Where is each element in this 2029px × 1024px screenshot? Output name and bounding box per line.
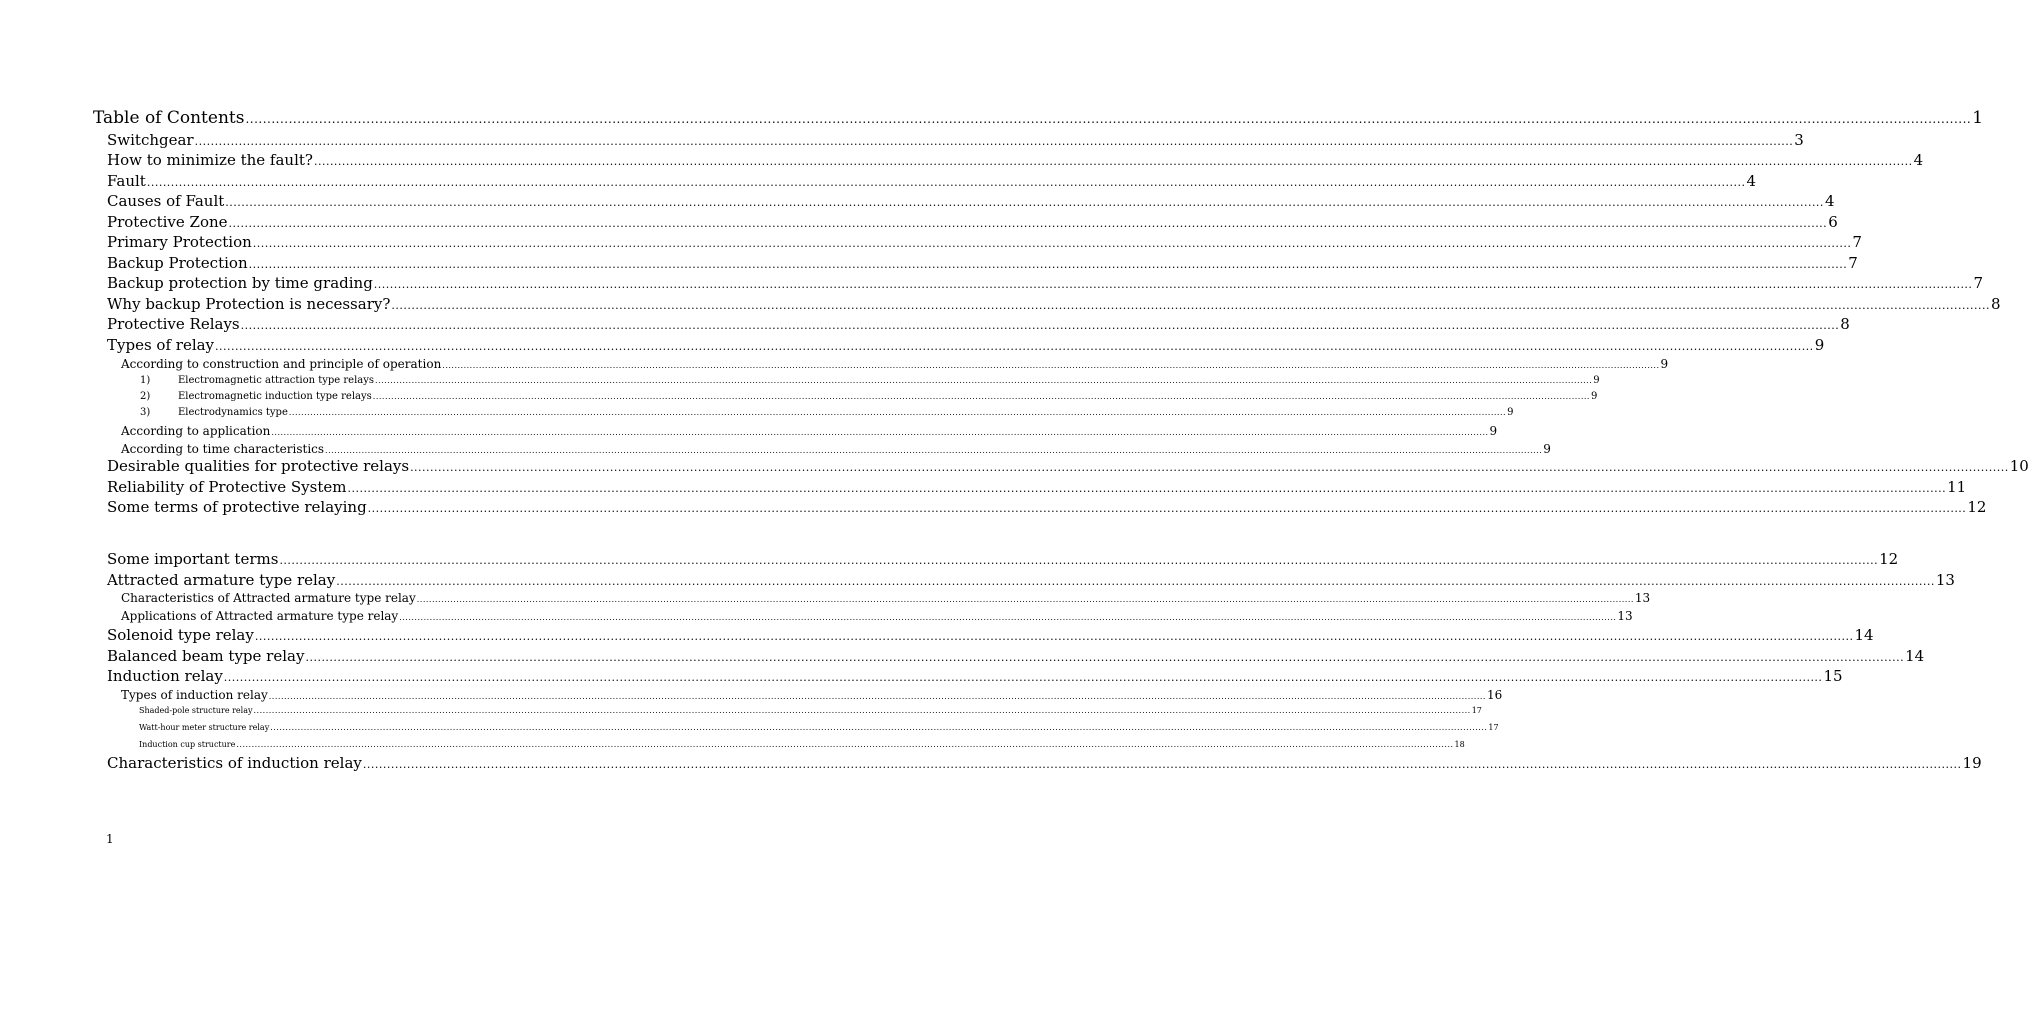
toc-entry[interactable] <box>139 723 1499 732</box>
dot-leader: ................................................................................................................................................................................................................................................................................................................................................................................................................ <box>279 554 1879 567</box>
toc-entry[interactable] <box>140 375 1600 386</box>
toc-entry[interactable] <box>107 550 1899 568</box>
toc-entry-label: Shaded-pole structure relay <box>139 706 253 715</box>
dot-leader: ................................................................................................................................................................................................................................................................................................................................................................................................................ <box>372 392 1590 401</box>
toc-entry-label: Characteristics of induction relay <box>107 754 362 772</box>
toc-entry-label: Induction relay <box>107 667 223 685</box>
toc-entry[interactable] <box>139 706 1482 715</box>
toc-entry-label: Backup protection by time grading <box>107 274 373 292</box>
toc-entry[interactable] <box>107 626 1874 644</box>
toc-entry-page: 18 <box>1454 740 1465 749</box>
toc-entry[interactable] <box>107 667 1843 685</box>
toc-entry[interactable] <box>140 391 1598 402</box>
toc-entry[interactable] <box>107 151 1924 169</box>
toc-entry[interactable] <box>107 172 1757 190</box>
toc-entry-label: Protective Relays <box>107 315 240 333</box>
toc-entry[interactable] <box>107 457 2029 475</box>
toc-entry-label: Switchgear <box>107 131 194 149</box>
dot-leader: ................................................................................................................................................................................................................................................................................................................................................................................................................ <box>253 706 1471 715</box>
toc-entry-label: Causes of Fault <box>107 192 225 210</box>
toc-entry-label: Backup Protection <box>107 254 248 272</box>
toc-entry-page: 9 <box>1543 442 1551 456</box>
toc-entry[interactable] <box>107 192 1835 210</box>
dot-leader: ................................................................................................................................................................................................................................................................................................................................................................................................................ <box>215 340 1814 353</box>
toc-entry[interactable] <box>107 295 2001 313</box>
toc-entry-page: 7 <box>1973 274 1983 292</box>
toc-entry-label: Protective Zone <box>107 213 228 231</box>
toc-entry-page: 13 <box>1617 609 1633 623</box>
toc-entry-page: 6 <box>1828 213 1838 231</box>
dot-leader: ................................................................................................................................................................................................................................................................................................................................................................................................................ <box>228 217 1828 230</box>
toc-entry[interactable] <box>107 274 1983 292</box>
dot-leader: ................................................................................................................................................................................................................................................................................................................................................................................................................ <box>362 758 1962 771</box>
toc-entry-label: According to construction and principle of operation <box>121 357 442 371</box>
dot-leader: ................................................................................................................................................................................................................................................................................................................................................................................................................ <box>442 361 1660 370</box>
toc-entry[interactable] <box>107 647 1925 665</box>
toc-entry-page: 4 <box>1913 151 1924 169</box>
dot-leader: ................................................................................................................................................................................................................................................................................................................................................................................................................ <box>252 237 1852 250</box>
dot-leader: ................................................................................................................................................................................................................................................................................................................................................................................................................ <box>245 112 1972 126</box>
toc-entry-page: 14 <box>1905 647 1925 665</box>
dot-leader: ................................................................................................................................................................................................................................................................................................................................................................................................................ <box>223 671 1823 684</box>
toc-entry-label: Induction cup structure <box>139 740 236 749</box>
toc-entry-label: Fault <box>107 172 146 190</box>
dot-leader: ................................................................................................................................................................................................................................................................................................................................................................................................................ <box>410 461 2009 474</box>
toc-entry[interactable] <box>93 108 1984 128</box>
dot-leader: ................................................................................................................................................................................................................................................................................................................................................................................................................ <box>240 319 1840 332</box>
toc-entry-page: 11 <box>1947 478 1967 496</box>
dot-leader: ................................................................................................................................................................................................................................................................................................................................................................................................................ <box>367 502 1967 515</box>
toc-entry-number: 2) <box>140 391 151 402</box>
dot-leader: ................................................................................................................................................................................................................................................................................................................................................................................................................ <box>305 651 1905 664</box>
toc-entry-label: According to time characteristics <box>121 442 325 456</box>
toc-entry[interactable] <box>107 571 1955 589</box>
toc-entry[interactable] <box>107 336 1825 354</box>
toc-entry-page: 13 <box>1634 591 1651 605</box>
toc-entry-page: 12 <box>1967 498 1987 516</box>
toc-entry-label: Some important terms <box>107 550 279 568</box>
toc-entry-page: 4 <box>1746 172 1757 190</box>
toc-entry-page: 17 <box>1471 706 1482 715</box>
toc-entry[interactable] <box>121 357 1669 371</box>
toc-entry-page: 17 <box>1488 723 1499 732</box>
toc-entry-label: Solenoid type relay <box>107 626 254 644</box>
toc-entry-page: 12 <box>1879 550 1899 568</box>
dot-leader: ................................................................................................................................................................................................................................................................................................................................................................................................................ <box>254 630 1854 643</box>
toc-entry-label: Electrodynamics type <box>178 407 288 418</box>
dot-leader: ................................................................................................................................................................................................................................................................................................................................................................................................................ <box>373 278 1973 291</box>
toc-entry[interactable] <box>121 591 1651 605</box>
toc-entry[interactable] <box>140 407 1514 418</box>
toc-entry-label: Types of induction relay <box>121 688 268 702</box>
toc-entry-page: 8 <box>1840 315 1850 333</box>
toc-entry-label: Primary Protection <box>107 233 252 251</box>
toc-entry-number: 3) <box>140 407 151 418</box>
toc-entry-page: 7 <box>1852 233 1862 251</box>
toc-entry-label: Types of relay <box>107 336 215 354</box>
toc-entry-label: Characteristics of Attracted armature type relay <box>121 591 416 605</box>
toc-entry-label: Applications of Attracted armature type relay <box>121 609 399 623</box>
toc-entry-page: 14 <box>1854 626 1874 644</box>
dot-leader: ................................................................................................................................................................................................................................................................................................................................................................................................................ <box>336 575 1935 588</box>
dot-leader: ................................................................................................................................................................................................................................................................................................................................................................................................................ <box>268 692 1486 701</box>
toc-entry-page: 1 <box>1972 108 1984 128</box>
toc-entry-page: 8 <box>1991 295 2001 313</box>
toc-entry-label: Attracted armature type relay <box>107 571 336 589</box>
dot-leader: ................................................................................................................................................................................................................................................................................................................................................................................................................ <box>271 428 1489 437</box>
toc-entry[interactable] <box>107 478 1967 496</box>
toc-entry-label: Some terms of protective relaying <box>107 498 367 516</box>
toc-entry[interactable] <box>107 233 1862 251</box>
toc-entry[interactable] <box>139 740 1465 749</box>
toc-heading: Table of Contents <box>93 108 245 128</box>
toc-entry-label: Reliability of Protective System <box>107 478 347 496</box>
toc-entry[interactable] <box>121 424 1498 438</box>
toc-entry[interactable] <box>107 498 1987 516</box>
toc-entry[interactable] <box>107 213 1838 231</box>
dot-leader: ................................................................................................................................................................................................................................................................................................................................................................................................................ <box>146 176 1746 189</box>
dot-leader: ................................................................................................................................................................................................................................................................................................................................................................................................................ <box>236 740 1454 749</box>
toc-entry-label: According to application <box>121 424 271 438</box>
dot-leader: ................................................................................................................................................................................................................................................................................................................................................................................................................ <box>288 408 1507 417</box>
toc-entry-label: Electromagnetic induction type relays <box>178 391 372 402</box>
toc-entry-page: 9 <box>1593 375 1600 386</box>
dot-leader: ................................................................................................................................................................................................................................................................................................................................................................................................................ <box>416 595 1634 604</box>
toc-entry-label: Why backup Protection is necessary? <box>107 295 391 313</box>
toc-entry-page: 4 <box>1824 192 1835 210</box>
toc-entry[interactable] <box>121 609 1633 623</box>
dot-leader: ................................................................................................................................................................................................................................................................................................................................................................................................................ <box>225 196 1824 209</box>
toc-entry[interactable] <box>121 442 1551 456</box>
toc-entry-page: 16 <box>1486 688 1503 702</box>
toc-entry-page: 15 <box>1823 667 1843 685</box>
page-number: 1 <box>106 832 114 846</box>
dot-leader: ................................................................................................................................................................................................................................................................................................................................................................................................................ <box>399 613 1617 622</box>
toc-entry[interactable] <box>121 688 1503 702</box>
dot-leader: ................................................................................................................................................................................................................................................................................................................................................................................................................ <box>325 446 1543 455</box>
toc-entry[interactable] <box>107 754 1982 772</box>
dot-leader: ................................................................................................................................................................................................................................................................................................................................................................................................................ <box>194 135 1794 148</box>
toc-entry-page: 10 <box>2009 457 2029 475</box>
toc-entry-page: 3 <box>1794 131 1804 149</box>
dot-leader: ................................................................................................................................................................................................................................................................................................................................................................................................................ <box>347 482 1947 495</box>
toc-entry[interactable] <box>107 315 1850 333</box>
toc-entry-page: 9 <box>1507 407 1514 418</box>
toc-entry-label: Desirable qualities for protective relays <box>107 457 410 475</box>
toc-entry-label: Electromagnetic attraction type relays <box>178 375 375 386</box>
toc-entry[interactable] <box>107 254 1858 272</box>
toc-entry-label: Watt-hour meter structure relay <box>139 723 270 732</box>
toc-entry-page: 13 <box>1935 571 1955 589</box>
toc-entry-page: 9 <box>1660 357 1669 371</box>
dot-leader: ................................................................................................................................................................................................................................................................................................................................................................................................................ <box>248 258 1848 271</box>
toc-entry-page: 19 <box>1962 754 1982 772</box>
toc-entry-label: Balanced beam type relay <box>107 647 305 665</box>
toc-entry[interactable] <box>107 131 1804 149</box>
toc-entry-page: 9 <box>1590 391 1598 402</box>
toc-entry-page: 9 <box>1814 336 1825 354</box>
dot-leader: ................................................................................................................................................................................................................................................................................................................................................................................................................ <box>270 723 1488 732</box>
toc-entry-label: How to minimize the fault? <box>107 151 313 169</box>
toc-entry-page: 7 <box>1848 254 1858 272</box>
toc-entry-page: 9 <box>1489 424 1498 438</box>
toc-entry-number: 1) <box>140 375 151 386</box>
dot-leader: ................................................................................................................................................................................................................................................................................................................................................................................................................ <box>391 299 1991 312</box>
dot-leader: ................................................................................................................................................................................................................................................................................................................................................................................................................ <box>375 376 1593 385</box>
dot-leader: ................................................................................................................................................................................................................................................................................................................................................................................................................ <box>313 155 1913 168</box>
